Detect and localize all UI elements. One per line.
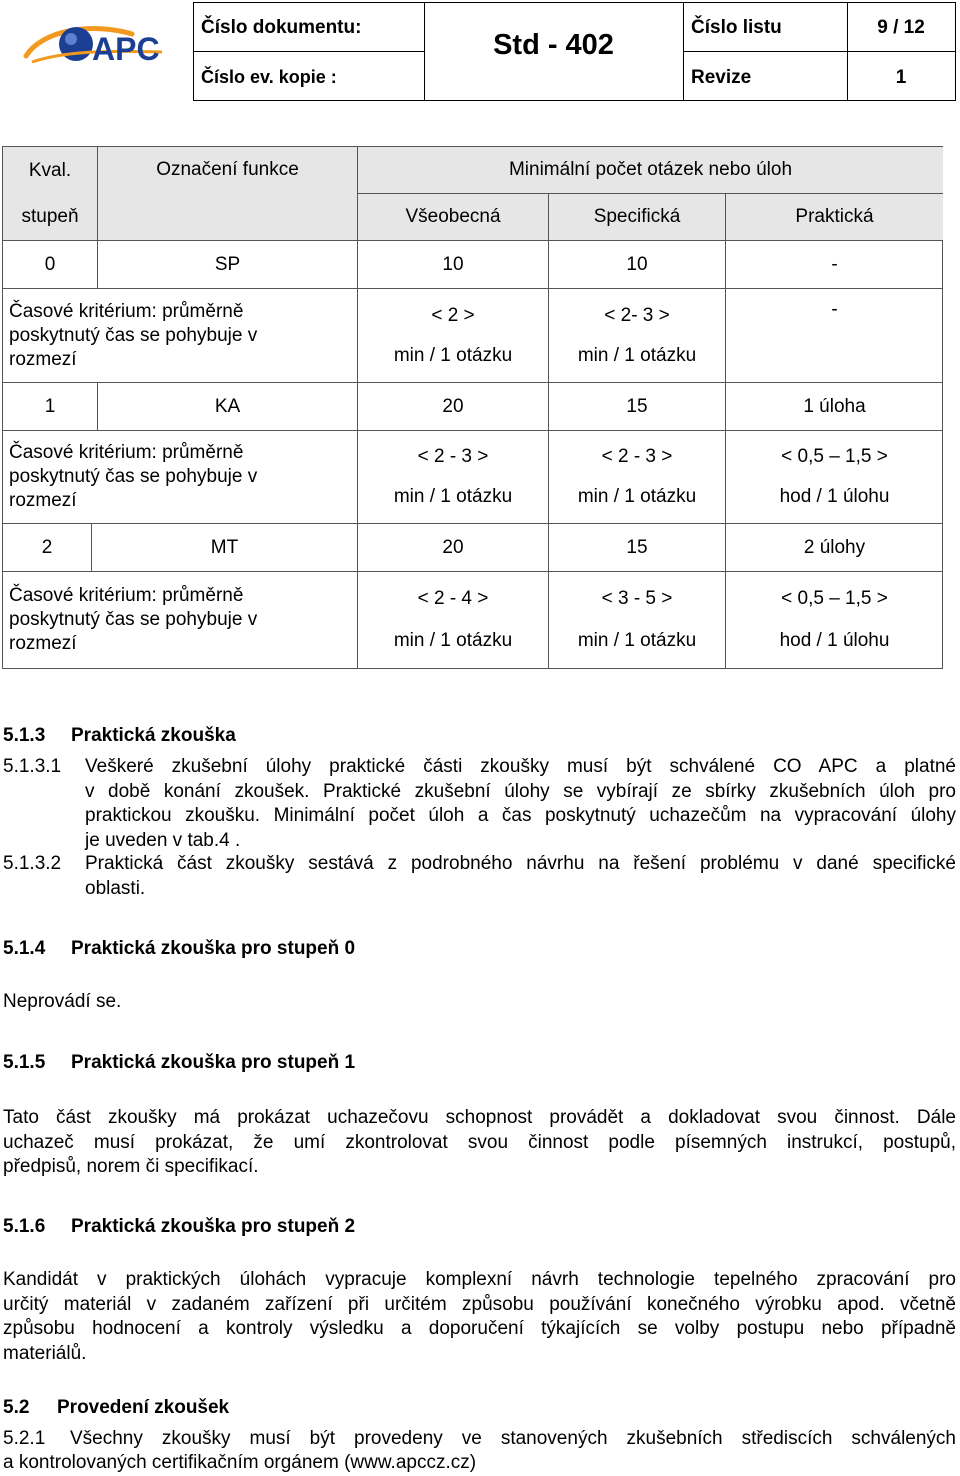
row0-time-spec: < 2- 3 > min / 1 otázku (549, 289, 726, 383)
section-5-1-3-2-text: Praktická část zkoušky sestává z podrobného návrhu na řešení problému v dané specifické oblasti. (85, 853, 956, 899)
sheet-value: 9 / 12 (877, 17, 925, 38)
doc-number-label: Číslo dokumentu: (201, 17, 362, 38)
std-code: Std - 402 (493, 29, 614, 61)
row1-time-prakt: < 0,5 – 1,5 > hod / 1 úlohu (726, 431, 943, 524)
section-5-2-1-line1: Všechny zkoušky musí být provedeny ve stanovených zkušebních střediscích schválených (70, 1428, 956, 1449)
row0-level: 0 (3, 241, 98, 289)
row0-vseob: 10 (358, 241, 549, 289)
document-header (193, 2, 956, 101)
row2-spec: 15 (549, 524, 726, 572)
section-5-1-3-2-number: 5.1.3.2 (3, 853, 62, 874)
revision-label: Revize (691, 67, 752, 88)
section-5-1-3-1-number: 5.1.3.1 (3, 756, 62, 777)
row1-spec: 15 (549, 383, 726, 431)
row1-vseob: 20 (358, 383, 549, 431)
apc-logo (22, 12, 168, 72)
section-5-2-1-line2: a kontrolovaných certifikačním orgánem (www.apccz.cz) (3, 1452, 477, 1473)
row1-prakt: 1 úloha (726, 383, 943, 431)
header-vseobecna: Všeobecná (358, 194, 549, 241)
header-prakticka: Praktická (726, 194, 943, 241)
section-5-1-3-title: Praktická zkouška (71, 725, 236, 746)
svg-text:APC: APC (92, 31, 160, 67)
row2-vseob: 20 (358, 524, 549, 572)
section-5-1-5-number: 5.1.5 (3, 1052, 46, 1073)
section-5-1-4-number: 5.1.4 (3, 938, 46, 959)
section-5-1-6-text: Kandidát v praktických úlohách vypracuje komplexní návrh technologie tepelného zpracování pro určitý materiál v zadaném zařízení při určitém způsobu používání konečného výrobku apod. včetně způsobu hodnocení a kontroly výsledku a doporučení týkajících se volby postupu nebo případně materiálů. (3, 1269, 956, 1364)
row1-level: 1 (3, 383, 98, 431)
row1-criterion: Časové kritérium: průměrně poskytnutý čas se pohybuje v rozmezí (3, 431, 358, 524)
row0-criterion: Časové kritérium: průměrně poskytnutý čas se pohybuje v rozmezí (3, 289, 358, 383)
row1-time-vseob: < 2 - 3 > min / 1 otázku (358, 431, 549, 524)
section-5-1-6-number: 5.1.6 (3, 1216, 46, 1237)
exam-requirements-table (2, 146, 943, 669)
row1-func: KA (98, 383, 358, 431)
row0-time-prakt: - (726, 289, 943, 383)
section-5-1-5-text: Tato část zkoušky má prokázat uchazečovu schopnost provádět a dokladovat svou činnost. Dále uchazeč musí prokázat, že umí zkontrolovat svou činnost podle písemných instrukcí, postupů, předpisů, norem či specifikací. (3, 1107, 956, 1177)
row2-time-spec: < 3 - 5 > min / 1 otázku (549, 572, 726, 668)
section-5-1-3-1-text: Veškeré zkušební úlohy praktické části zkoušky musí být schválené CO APC a platné v době konání zkoušek. Praktické zkušební úlohy se vybírají ze sbírky zkušebních úloh pro praktickou zkoušku. Minimální počet úloh a čas poskytnutý uchazečům na vypracování úlohy je uveden v tab.4 . (85, 756, 956, 851)
section-5-1-4-text: Neprovádí se. (3, 991, 122, 1012)
header-kval: Kval. (3, 147, 98, 194)
section-5-2-title: Provedení zkoušek (57, 1397, 230, 1418)
header-funkce: Označení funkce (98, 147, 358, 241)
row2-criterion: Časové kritérium: průměrně poskytnutý čas se pohybuje v rozmezí (3, 572, 358, 668)
header-stupen: stupeň (3, 194, 98, 241)
row2-func: MT (92, 524, 358, 572)
section-5-1-5-title: Praktická zkouška pro stupeň 1 (71, 1052, 356, 1073)
row0-spec: 10 (549, 241, 726, 289)
sheet-label: Číslo listu (691, 17, 782, 38)
row1-time-spec: < 2 - 3 > min / 1 otázku (549, 431, 726, 524)
row0-func: SP (98, 241, 358, 289)
row2-time-prakt: < 0,5 – 1,5 > hod / 1 úlohu (779, 588, 890, 651)
row2-prakt: 2 úlohy (726, 524, 943, 572)
row0-prakt: - (726, 241, 943, 289)
row2-level: 2 (3, 524, 92, 572)
section-5-2-1-number: 5.2.1 (3, 1428, 46, 1449)
copy-number-label: Číslo ev. kopie : (201, 67, 337, 87)
row0-time-vseob: < 2 > min / 1 otázku (358, 289, 549, 383)
header-min-count: Minimální počet otázek nebo úloh (358, 147, 943, 194)
section-5-1-4-title: Praktická zkouška pro stupeň 0 (71, 938, 356, 959)
revision-value: 1 (895, 67, 907, 88)
row2-time-vseob: < 2 - 4 > min / 1 otázku (358, 572, 549, 668)
section-5-1-3-number: 5.1.3 (3, 725, 46, 746)
section-5-2-number: 5.2 (3, 1397, 30, 1418)
header-specificka: Specifická (549, 194, 726, 241)
section-5-1-6-title: Praktická zkouška pro stupeň 2 (71, 1216, 356, 1237)
